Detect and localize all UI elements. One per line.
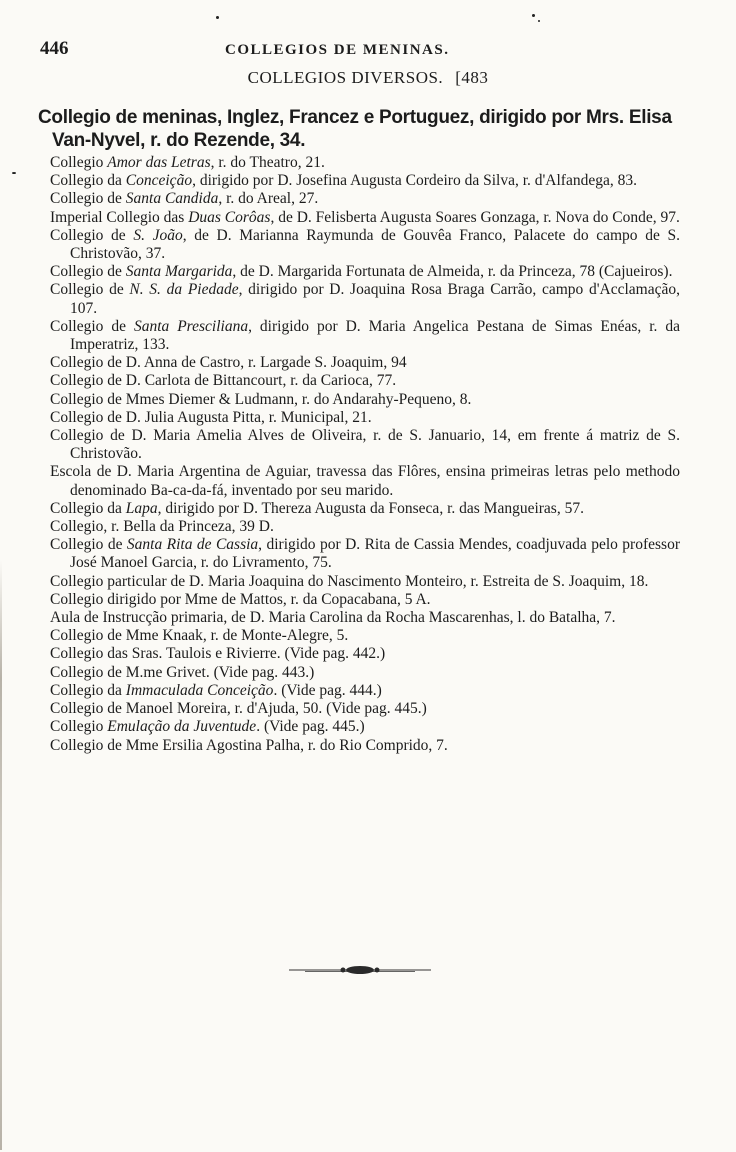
entry-text: Collegio de Mmes Diemer & Ludmann, r. do Andarahy-Pequeno, 8. xyxy=(50,390,472,408)
entry-text: Collegio, r. Bella da Princeza, 39 D. xyxy=(50,518,274,536)
page-header xyxy=(40,38,680,64)
directory-entry xyxy=(50,500,680,518)
entry-text: Collegio da xyxy=(50,499,126,517)
entry-institution-name: Amor das Letras xyxy=(107,154,211,171)
directory-entry xyxy=(50,463,680,499)
page-edge-shadow xyxy=(0,560,2,1150)
directory-entry xyxy=(50,263,680,281)
ink-speck xyxy=(216,16,219,19)
directory-entry xyxy=(50,700,680,718)
entry-institution-name: Lapa xyxy=(125,499,158,517)
directory-entry xyxy=(50,573,680,591)
entry-text: Collegio de D. Anna de Castro, r. Largade S. Joaquim, 94 xyxy=(50,354,407,372)
entry-text: Collegio xyxy=(50,154,108,171)
ink-speck xyxy=(12,172,16,174)
directory-entry xyxy=(50,209,680,227)
entry-text: , dirigido por D. Josefina Augusta Cordeiro da Silva, r. d'Alfandega, 83. xyxy=(192,172,637,190)
entry-institution-name: Santa Rita de Cassia xyxy=(126,536,259,554)
entry-text: , dirigido por D. Thereza Augusta da Fonseca, r. das Mangueiras, 57. xyxy=(157,499,584,517)
directory-entry xyxy=(50,409,680,427)
directory-entry xyxy=(50,372,680,390)
entry-text: . (Vide pag. 445.) xyxy=(256,718,365,736)
directory-entry xyxy=(50,518,680,536)
directory-entry xyxy=(50,227,680,263)
section-title-text: COLLEGIOS DIVERSOS. xyxy=(247,68,444,87)
entry-text: Collegio de Mme Knaak, r. de Monte-Alegre, 5. xyxy=(50,627,349,645)
directory-entry xyxy=(50,318,680,354)
entry-text: Collegio da xyxy=(50,681,126,699)
lead-entry xyxy=(38,106,678,152)
lead-entry-line-1: Collegio de meninas, Inglez, Francez e Portuguez, dirigido por Mrs. Elisa xyxy=(38,107,672,128)
lead-entry-line-2: Van-Nyvel, r. do Rezende, 34. xyxy=(52,130,306,151)
entry-institution-name: Immaculada Conceição xyxy=(125,681,274,699)
entry-text: Collegio de D. Maria Amelia Alves de Oliveira, r. de S. Januario, 14, em frente á matriz de S. Christovão. xyxy=(50,427,680,463)
entry-text: Collegio de xyxy=(50,226,134,244)
entry-text: , de D. Marianna Raymunda de Gouvêa Franco, Palacete do campo de S. Christovão, 37. xyxy=(70,226,680,263)
entry-text: Collegio de D. Carlota de Bittancourt, r. da Carioca, 77. xyxy=(50,372,397,390)
directory-entry xyxy=(50,737,680,755)
ink-speck xyxy=(538,20,540,22)
directory-entry xyxy=(50,154,680,172)
entry-text: , r. do Theatro, 21. xyxy=(210,154,325,171)
ink-speck xyxy=(532,14,535,17)
page-number: 446 xyxy=(40,38,69,59)
entry-text: Imperial Collegio das xyxy=(50,208,189,226)
directory-entry xyxy=(50,354,680,372)
directory-entry xyxy=(50,172,680,190)
entry-institution-name: Santa Margarida xyxy=(125,263,233,281)
directory-entry xyxy=(50,609,680,627)
entry-text: Aula de Instrucção primaria, de D. Maria Carolina da Rocha Mascarenhas, l. do Batalha, 7. xyxy=(50,609,616,627)
directory-entry xyxy=(50,627,680,645)
end-ornament xyxy=(285,962,435,978)
directory-entry xyxy=(50,645,680,663)
directory-entry xyxy=(50,536,680,572)
section-title xyxy=(0,68,736,88)
entry-text: Collegio de xyxy=(50,317,134,335)
entry-institution-name: Duas Corôas xyxy=(188,208,271,226)
directory-entry xyxy=(50,391,680,409)
running-title: COLLEGIOS DE MENINAS. xyxy=(225,42,450,58)
entry-text: Collegio de xyxy=(50,281,130,299)
entry-text: Collegio de D. Julia Augusta Pitta, r. Municipal, 21. xyxy=(50,408,372,426)
entry-text: Collegio particular de D. Maria Joaquina do Nascimento Monteiro, r. Estreita de S. Joaquim, 18. xyxy=(50,572,649,590)
entry-text: , dirigido por D. Rita de Cassia Mendes, coadjuvada pelo professor José Manoel Garcia, r. do Livramento, 75. xyxy=(70,536,680,572)
section-reference: [483 xyxy=(455,68,489,87)
directory-entry xyxy=(50,281,680,317)
entry-text: Collegio de M.me Grivet. (Vide pag. 443.) xyxy=(50,663,315,681)
directory-entry xyxy=(50,682,680,700)
entry-institution-name: S. João xyxy=(133,226,183,244)
entry-institution-name: Conceição xyxy=(125,172,193,190)
entry-text: Collegio da xyxy=(50,172,126,190)
entry-institution-name: Santa Candida xyxy=(125,190,219,208)
directory-entry xyxy=(50,718,680,736)
entry-text: Collegio dirigido por Mme de Mattos, r. da Copacabana, 5 A. xyxy=(50,590,431,608)
entry-text: Collegio de xyxy=(50,263,126,281)
entry-text: . (Vide pag. 444.) xyxy=(273,681,382,699)
entry-text: Collegio de xyxy=(50,190,126,208)
entry-list xyxy=(50,154,680,755)
directory-entry xyxy=(50,664,680,682)
entry-text: , r. do Areal, 27. xyxy=(218,190,319,208)
entry-text: Collegio de Mme Ersilia Agostina Palha, r. do Rio Comprido, 7. xyxy=(50,736,448,754)
entry-text: , dirigido por D. Joaquina Rosa Braga Carrão, campo d'Acclamação, 107. xyxy=(70,281,680,317)
entry-institution-name: Emulação da Juventude xyxy=(107,718,257,736)
entry-text: Escola de D. Maria Argentina de Aguiar, travessa das Flôres, ensina primeiras letras pelo methodo denominado Ba-ca-da-fá, inventado por seu marido. xyxy=(50,463,680,499)
entry-text: , de D. Margarida Fortunata de Almeida, r. da Princeza, 78 (Cajueiros). xyxy=(232,263,673,281)
entry-institution-name: N. S. da Piedade xyxy=(129,281,239,299)
entry-text: Collegio de xyxy=(50,536,127,554)
entry-text: Collegio xyxy=(50,718,108,736)
entry-text: Collegio das Sras. Taulois e Rivierre. (Vide pag. 442.) xyxy=(50,645,386,663)
entry-text: Collegio de Manoel Moreira, r. d'Ajuda, 50. (Vide pag. 445.) xyxy=(50,700,427,718)
directory-entry xyxy=(50,591,680,609)
directory-entry xyxy=(50,427,680,463)
entry-text: , dirigido por D. Maria Angelica Pestana de Simas Enéas, r. da Imperatriz, 133. xyxy=(70,317,680,354)
directory-entry xyxy=(50,190,680,208)
entry-text: , de D. Felisberta Augusta Soares Gonzaga, r. Nova do Conde, 97. xyxy=(270,208,680,226)
entry-institution-name: Santa Presciliana xyxy=(133,317,249,335)
